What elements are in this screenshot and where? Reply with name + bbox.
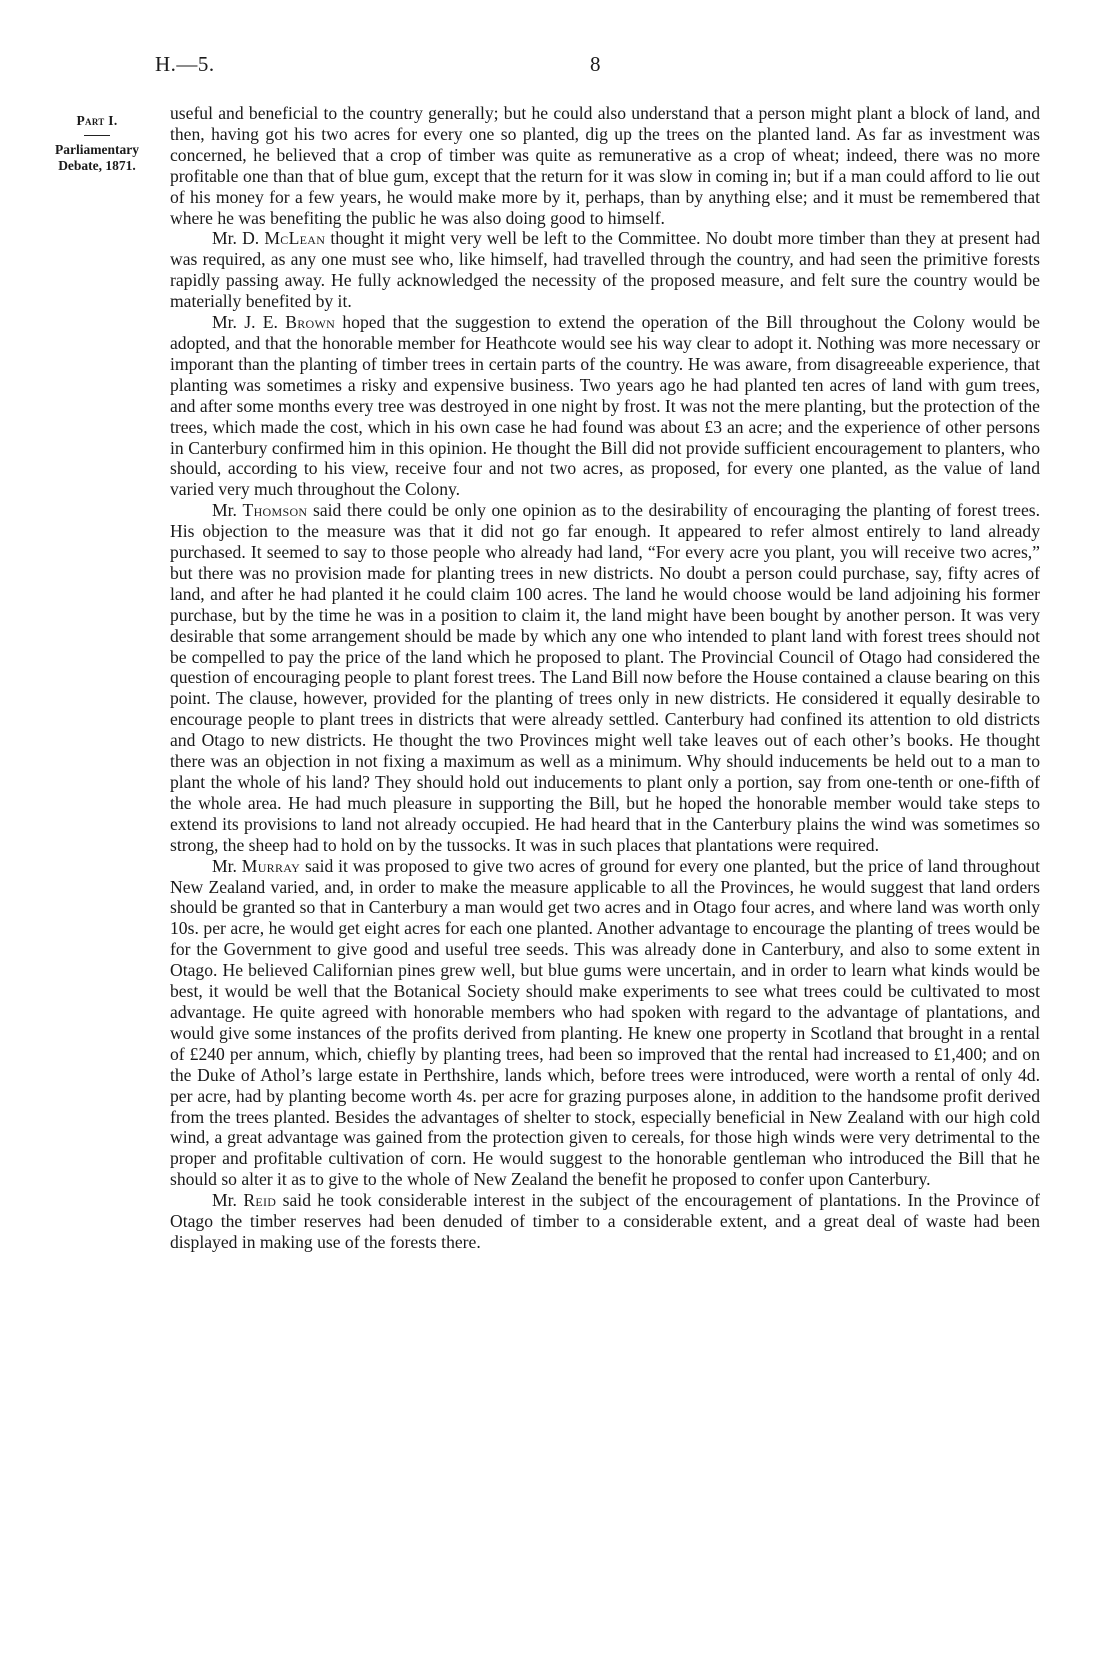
speaker-prefix: Mr. <box>212 1190 244 1211</box>
paragraph-text: useful and beneficial to the country generally; but he could also understand that a person might plant a block of land, and then, having got his two acres for every one so planted, dig up the trees on the planted land. As far as investment was concerned, he believed that a crop of timber was quite as remunerative as a crop of wheat; indeed, there was no more profitable one than that of blue gum, except that the return for it was slow in coming in; but if a man could afford to lie out of his money for a few years, he would make more by it, perhaps, than by anything else; and it must be remembered that where he was benefiting the public he was also doing good to himself. <box>170 103 1040 228</box>
paragraph-text: hoped that the suggestion to extend the operation of the Bill throughout the Colony would be adopted, and that the honorable member for Heathcote would see his way clear to adopt it. Nothing was more necessary or imporant than the planting of timber trees in certain parts of the country. He was aware, from disagreeable experience, that planting was sometimes a risky and expensive business. Two years ago he had planted ten acres of land with gum trees, and after some months every tree was destroyed in one night by frost. It was not the mere planting, but the protection of the trees, which made the cost, which in his own case he had found was about £3 an acre; and the experience of other persons in Canterbury confirmed him in this opinion. He thought the Bill did not provide sufficient encouragement to planters, who should, according to his view, receive four and not two acres, as proposed, for every one planted, as the value of land varied very much throughout the Colony. <box>170 312 1040 500</box>
speaker-name: McLean <box>264 228 326 249</box>
paragraph-thomson <box>170 500 1040 855</box>
speaker-prefix: Mr. D. <box>212 228 265 249</box>
debate-text <box>170 103 1040 1253</box>
paragraph-continuation <box>170 103 1040 228</box>
margin-divider <box>84 135 110 136</box>
margin-part-label: Part I. <box>76 113 118 128</box>
paragraph-text: said it was proposed to give two acres of ground for every one planted, but the price of land throughout New Zealand varied, and, in order to make the measure applicable to all the Provinces, he would suggest that land orders should be granted so that in Canterbury a man would get two acres and in Otago four acres, and where land was worth only 10s. per acre, he would get eight acres for each one planted. Another advantage to encourage the planting of trees would be for the Government to give good and useful tree seeds. This was already done in Canterbury, and also to some extent in Otago. He believed Californian pines grew well, but blue gums were uncertain, and in order to learn what kinds would be best, it would be well that the Botanical Society should make experiments to see what trees could be cultivated to most advantage. He quite agreed with honorable members who had spoken with regard to the advantage of plantations, and would give some instances of the profits derived from planting. He knew one property in Scotland that brought in a rental of £240 per annum, which, chiefly by planting trees, had been so improved that the rental had increased to £1,400; and on the Duke of Athol’s large estate in Perthshire, lands which, before trees were introduced, were worth a rental of only 4d. per acre, had by planting become worth 4s. per acre for grazing purposes alone, in addition to the handsome profit derived from the trees planted. Besides the advantages of shelter to stock, especially beneficial in New Zealand with our high cold wind, a great advantage was gained from the protection given to cereals, for those high winds were very detrimental to the proper and profitable cultivation of corn. He would suggest to the honorable gentleman who introduced the Bill that he should so alter it as to give to the whole of New Zealand the benefit he proposed to confer upon Canterbury. <box>170 855 1040 1190</box>
margin-note <box>38 112 156 174</box>
paragraph-mclean <box>170 228 1040 312</box>
page-header <box>0 52 1114 82</box>
margin-debate-line-2: Debate, 1871. <box>58 158 136 173</box>
paragraph-text: thought it might very well be left to the Committee. No doubt more timber than they at present had was required, as any one must see who, like himself, had travelled through the country, and had seen the primitive forests rapidly passing away. He fully acknowledged the necessity of the proposed measure, and felt sure the country would be materially benefited by it. <box>170 228 1040 312</box>
paragraph-murray <box>170 856 1040 1191</box>
speaker-name: Brown <box>285 312 336 333</box>
document-code: H.—5. <box>155 52 215 76</box>
speaker-prefix: Mr. <box>212 855 242 876</box>
paragraph-brown <box>170 312 1040 500</box>
page-number: 8 <box>590 52 601 76</box>
paragraph-text: said there could be only one opinion as to the desirability of encouraging the planting of forest trees. His objection to the measure was that it did not go far enough. It appeared to refer almost entirely to land already purchased. It seemed to say to those people who already had land, “For every acre you plant, you will receive two acres,” but there was no provision made for planting trees in new districts. No doubt a person could purchase, say, fifty acres of land, and after he had planted it he could claim 100 acres. The land he would choose would be land adjoining his former purchase, but by the time he was in a position to claim it, the land might have been bought by another person. It was very desirable that some arrangement should be made by which any one who intended to plant land with forest trees should not be compelled to pay the price of the land which he proposed to plant. The Provincial Council of Otago had considered the question of encouraging people to plant forest trees. The Land Bill now before the House contained a clause bearing on this point. The clause, however, provided for the planting of trees only in new districts. He considered it equally desirable to encourage people to plant trees in districts that were already settled. Canterbury had confined its attention to old districts and Otago to new districts. He thought the two Provinces might well take leaves out of each other’s books. He thought there was an objection in not fixing a maximum as well as a minimum. Why should inducements be held out to a man to plant the whole of his land? They should hold out inducements to plant only a portion, say from one-tenth or one-fifth of the whole area. He had much pleasure in supporting the Bill, but he hoped the honorable member would take steps to extend its provisions to land not already occupied. He had heard that in the Canterbury plains the wind was sometimes so strong, the sheep had to hold on by the tussocks. It was in such places that plantations were required. <box>170 500 1040 855</box>
paragraph-reid <box>170 1190 1040 1253</box>
speaker-name: Reid <box>243 1190 277 1211</box>
margin-debate-line-1: Parliamentary <box>55 142 139 157</box>
speaker-name: Murray <box>241 855 301 876</box>
speaker-name: Thomson <box>242 500 308 521</box>
speaker-prefix: Mr. J. E. <box>212 312 286 333</box>
paragraph-text: said he took considerable interest in the subject of the encouragement of plantations. In the Province of Otago the timber reserves had been denuded of timber to a considerable extent, and a great deal of waste had been displayed in making use of the forests there. <box>170 1190 1040 1252</box>
speaker-prefix: Mr. <box>212 500 243 521</box>
